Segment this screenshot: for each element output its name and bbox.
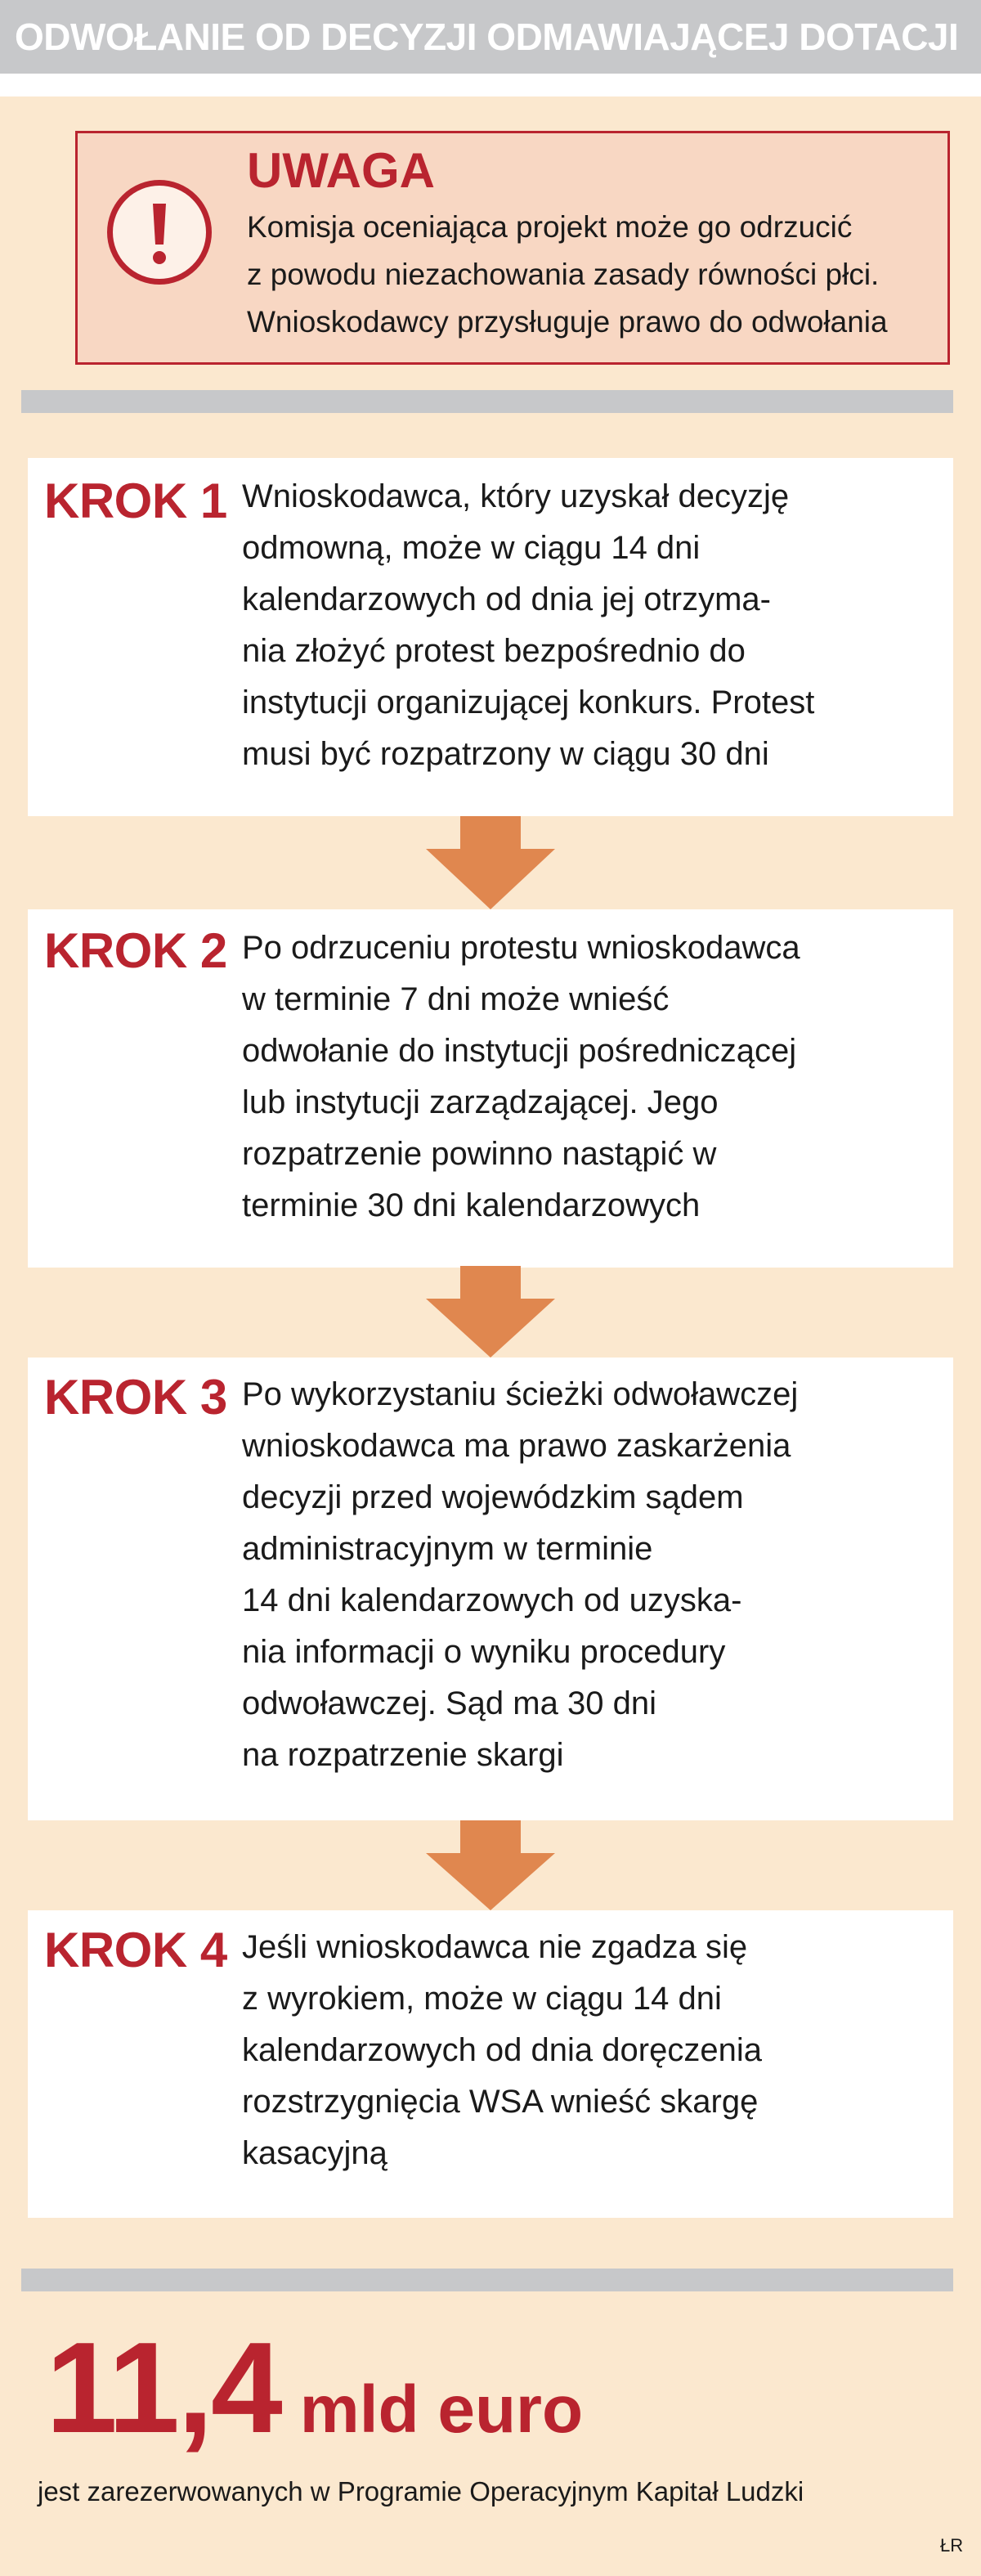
step-line: kalendarzowych od dnia doręczenia: [242, 2032, 762, 2068]
arrow-down-icon: [426, 816, 555, 909]
step-line: nia informacji o wyniku procedury: [242, 1634, 726, 1670]
stat-caption: jest zarezerwowanych w Programie Operacyjnym Kapitał Ludzki: [38, 2476, 804, 2506]
separator-top: [21, 390, 953, 413]
step-4-label: KROK 4: [44, 1923, 227, 1977]
arrow-down-icon: [426, 1266, 555, 1358]
step-line: odwołanie do instytucji pośredniczącej: [242, 1033, 797, 1069]
step-2-box: [28, 909, 953, 1268]
step-3-label: KROK 3: [44, 1370, 227, 1425]
step-line: wnioskodawca ma prawo zaskarżenia: [242, 1428, 791, 1464]
warning-line: z powodu niezachowania zasady równości płci.: [247, 258, 880, 291]
step-line: w terminie 7 dni może wnieść: [242, 981, 670, 1017]
stat-number: 11,4: [46, 2316, 280, 2460]
warning-line: Komisja oceniająca projekt może go odrzucić: [247, 210, 853, 244]
step-line: Po wykorzystaniu ścieżki odwoławczej: [242, 1376, 799, 1412]
warning-text: [247, 204, 942, 346]
step-line: Po odrzuceniu protestu wnioskodawca: [242, 930, 800, 966]
exclamation-icon: [107, 180, 212, 285]
step-line: instytucji organizującej konkurs. Protest: [242, 684, 815, 720]
step-line: decyzji przed wojewódzkim sądem: [242, 1479, 744, 1515]
step-1-box: [28, 458, 953, 816]
step-line: rozpatrzenie powinno nastąpić w: [242, 1136, 717, 1172]
step-line: odmowną, może w ciągu 14 dni: [242, 530, 701, 566]
step-3-box: [28, 1358, 953, 1820]
step-line: odwoławczej. Sąd ma 30 dni: [242, 1685, 656, 1721]
warning-line: Wnioskodawcy przysługuje prawo do odwołania: [247, 305, 888, 339]
warning-box: [75, 131, 950, 365]
step-line: kalendarzowych od dnia jej otrzyma-: [242, 581, 771, 617]
step-line: kasacyjną: [242, 2135, 387, 2171]
step-1-label: KROK 1: [44, 473, 227, 528]
step-line: z wyrokiem, może w ciągu 14 dni: [242, 1981, 722, 2017]
step-line: nia złożyć protest bezpośrednio do: [242, 633, 746, 669]
step-4-box: [28, 1910, 953, 2218]
stat-unit: mld euro: [299, 2372, 584, 2447]
step-line: musi być rozpatrzony w ciągu 30 dni: [242, 736, 769, 772]
step-line: lub instytucji zarządzającej. Jego: [242, 1084, 719, 1120]
step-2-text: [242, 922, 800, 1232]
separator-bottom: [21, 2269, 953, 2291]
warning-title: UWAGA: [247, 143, 435, 198]
step-line: 14 dni kalendarzowych od uzyska-: [242, 1582, 742, 1618]
step-line: rozstrzygnięcia WSA wnieść skargę: [242, 2084, 759, 2120]
step-3-text: [242, 1369, 798, 1781]
stat-value: [46, 2314, 583, 2484]
step-line: terminie 30 dni kalendarzowych: [242, 1187, 701, 1223]
step-line: administracyjnym w terminie: [242, 1531, 653, 1567]
arrow-down-icon: [426, 1820, 555, 1910]
step-1-text: [242, 471, 814, 780]
step-2-label: KROK 2: [44, 923, 227, 978]
step-line: na rozpatrzenie skargi: [242, 1737, 564, 1773]
step-line: Jeśli wnioskodawca nie zgadza się: [242, 1929, 748, 1965]
step-line: Wnioskodawca, który uzyskał decyzję: [242, 478, 790, 514]
title-bar: [0, 0, 981, 74]
author-credit: ŁR: [940, 2535, 964, 2556]
step-4-text: [242, 1922, 762, 2179]
page-title: ODWOŁANIE OD DECYZJI ODMAWIAJĄCEJ DOTACJI: [15, 16, 959, 58]
